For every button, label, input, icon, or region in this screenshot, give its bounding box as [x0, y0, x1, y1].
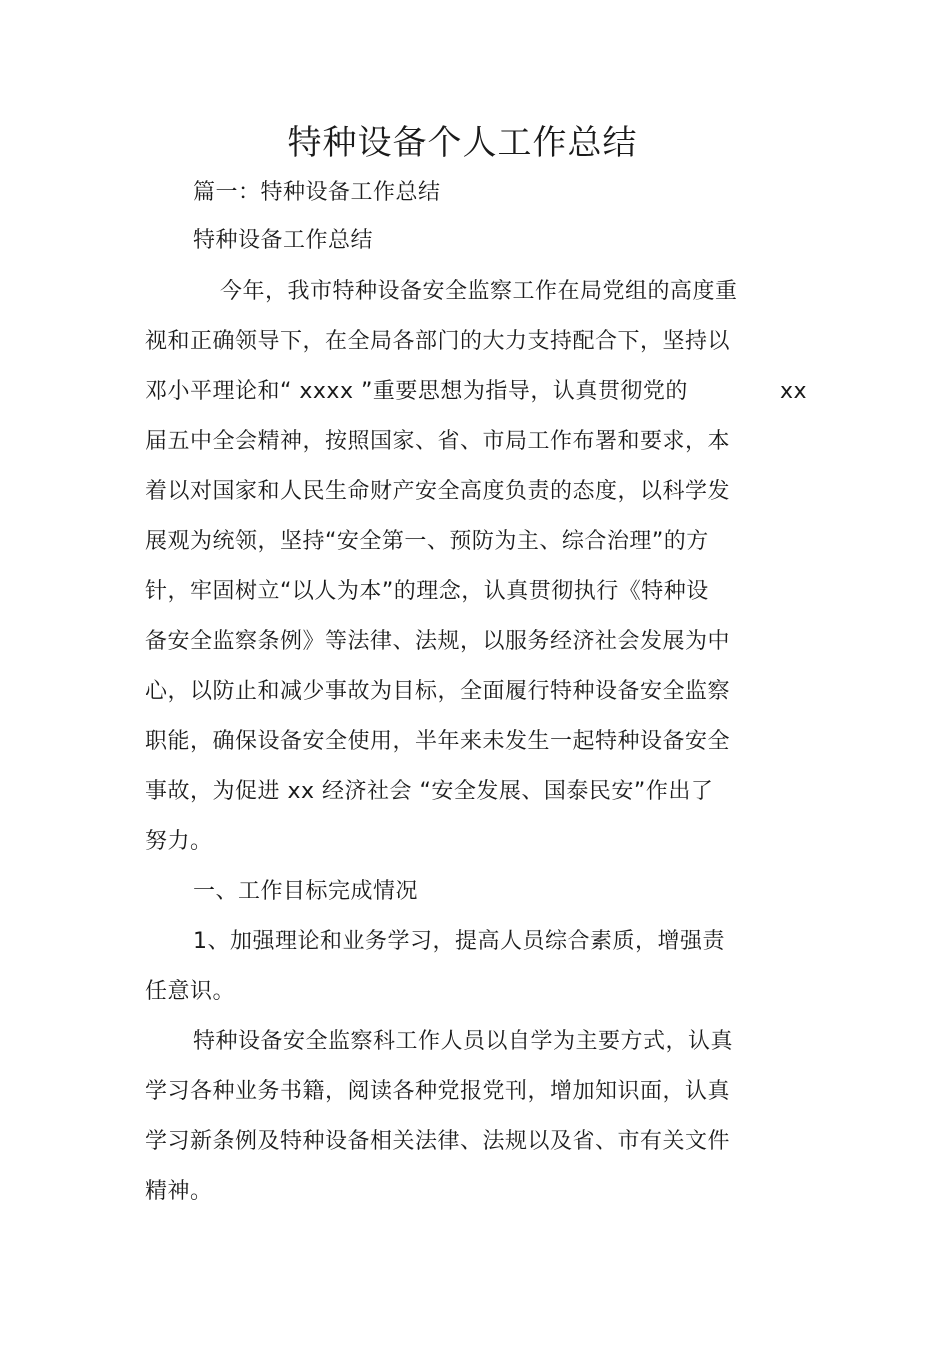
paragraph-line: 学习各种业务书籍，阅读各种党报党刊，增加知识面，认真 [145, 1079, 731, 1104]
paragraph-line: 职能，确保设备安全使用，半年来未发生一起特种设备安全 [145, 729, 731, 754]
paragraph-line-tail: xx [780, 379, 808, 404]
paragraph-line: 心，以防止和减少事故为目标，全面履行特种设备安全监察 [145, 679, 731, 704]
paragraph-line: 展观为统领，坚持“安全第一、预防为主、综合治理”的方 [145, 529, 709, 554]
paragraph-line: 邓小平理论和“ xxxx ”重要思想为指导，认真贯彻党的 [145, 379, 688, 404]
paragraph-line: 学习新条例及特种设备相关法律、法规以及省、市有关文件 [145, 1129, 731, 1154]
paragraph-line: 届五中全会精神，按照国家、省、市局工作布署和要求，本 [145, 429, 731, 454]
paragraph-line: 特种设备安全监察科工作人员以自学为主要方式，认真 [193, 1029, 734, 1054]
list-item-line: 任意识。 [145, 979, 236, 1004]
subtitle-part-one: 篇一：特种设备工作总结 [193, 180, 441, 205]
section-heading: 一、工作目标完成情况 [193, 879, 419, 904]
paragraph-line: 针，牢固树立“以人为本”的理念，认真贯彻执行《特种设 [145, 579, 709, 604]
paragraph-line: 备安全监察条例》等法律、法规，以服务经济社会发展为中 [145, 629, 731, 654]
list-item-line: 1、加强理论和业务学习，提高人员综合素质，增强责 [193, 929, 725, 954]
paragraph-line: 视和正确领导下，在全局各部门的大力支持配合下，坚持以 [145, 329, 731, 354]
document-title: 特种设备个人工作总结 [287, 123, 638, 163]
paragraph-line: 努力。 [145, 829, 213, 854]
paragraph-line: 今年，我市特种设备安全监察工作在局党组的高度重 [220, 279, 738, 304]
paragraph-line: 事故，为促进 xx 经济社会 “安全发展、国泰民安”作出了 [145, 779, 714, 804]
subtitle-work-summary: 特种设备工作总结 [193, 228, 374, 253]
paragraph-line: 精神。 [145, 1179, 213, 1204]
paragraph-line: 着以对国家和人民生命财产安全高度负责的态度，以科学发 [145, 479, 731, 504]
